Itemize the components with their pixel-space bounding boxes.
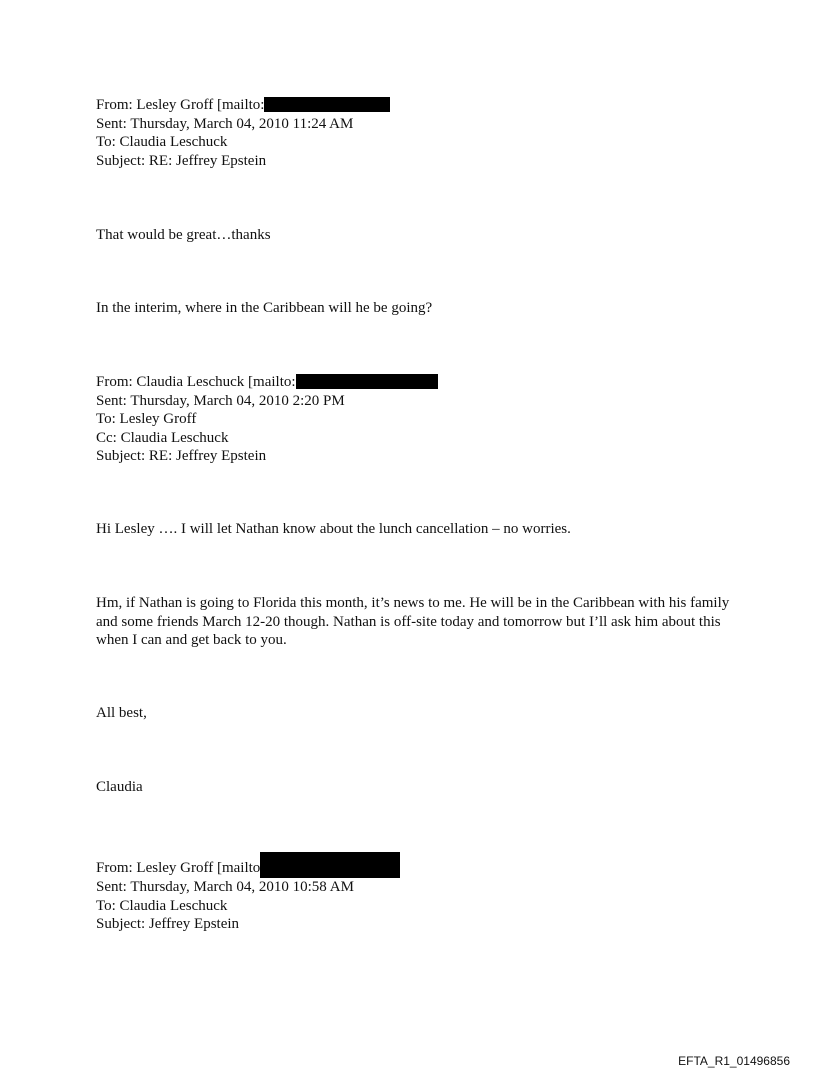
- email-body-paragraph: In the interim, where in the Caribbean will he be going?: [96, 300, 433, 316]
- email-cc-line: Cc: Claudia Leschuck: [96, 429, 229, 446]
- email-body-paragraph: That would be great…thanks: [96, 227, 271, 243]
- from-label: From: Lesley Groff [mailto:: [96, 97, 265, 113]
- email-signature: Claudia: [96, 779, 143, 795]
- email-to-line: To: Claudia Leschuck: [96, 134, 228, 150]
- email-from-line: [96, 852, 736, 878]
- email-body-paragraph: Hi Lesley …. I will let Nathan know about the lunch cancellation – no worries.: [96, 521, 571, 537]
- email-sent-line: Sent: Thursday, March 04, 2010 10:58 AM: [96, 879, 354, 895]
- email-closing: All best,: [96, 705, 147, 721]
- email-header-1: [96, 96, 736, 170]
- email-subject-line: Subject: RE: Jeffrey Epstein: [96, 152, 267, 169]
- from-label: From: Lesley Groff [mailto: [96, 860, 261, 876]
- redaction-box: [260, 852, 400, 878]
- email-header-2: [96, 373, 736, 466]
- redaction-box: [296, 374, 438, 389]
- email-sent-line: Sent: Thursday, March 04, 2010 2:20 PM: [96, 392, 345, 409]
- email-subject-line: Subject: Jeffrey Epstein: [96, 916, 240, 932]
- redaction-box: [264, 97, 390, 112]
- email-from-line: [96, 373, 736, 392]
- email-to-line: To: Lesley Groff: [96, 411, 197, 427]
- email-sent-line: Sent: Thursday, March 04, 2010 11:24 AM: [96, 115, 354, 132]
- email-to-line: To: Claudia Leschuck: [96, 897, 228, 914]
- email-body-paragraph: Hm, if Nathan is going to Florida this month, it’s news to me. He will be in the Caribbean with his family and some friends March 12-20 though. Nathan is off-site today and tomorrow but I’ll ask him about this when I can and get back to you.: [96, 595, 730, 648]
- email-header-3: [96, 852, 736, 934]
- email-from-line: [96, 96, 736, 115]
- email-subject-line: Subject: RE: Jeffrey Epstein: [96, 448, 267, 464]
- from-label: From: Claudia Leschuck [mailto:: [96, 374, 296, 390]
- document-id: EFTA_R1_01496856: [678, 1054, 790, 1068]
